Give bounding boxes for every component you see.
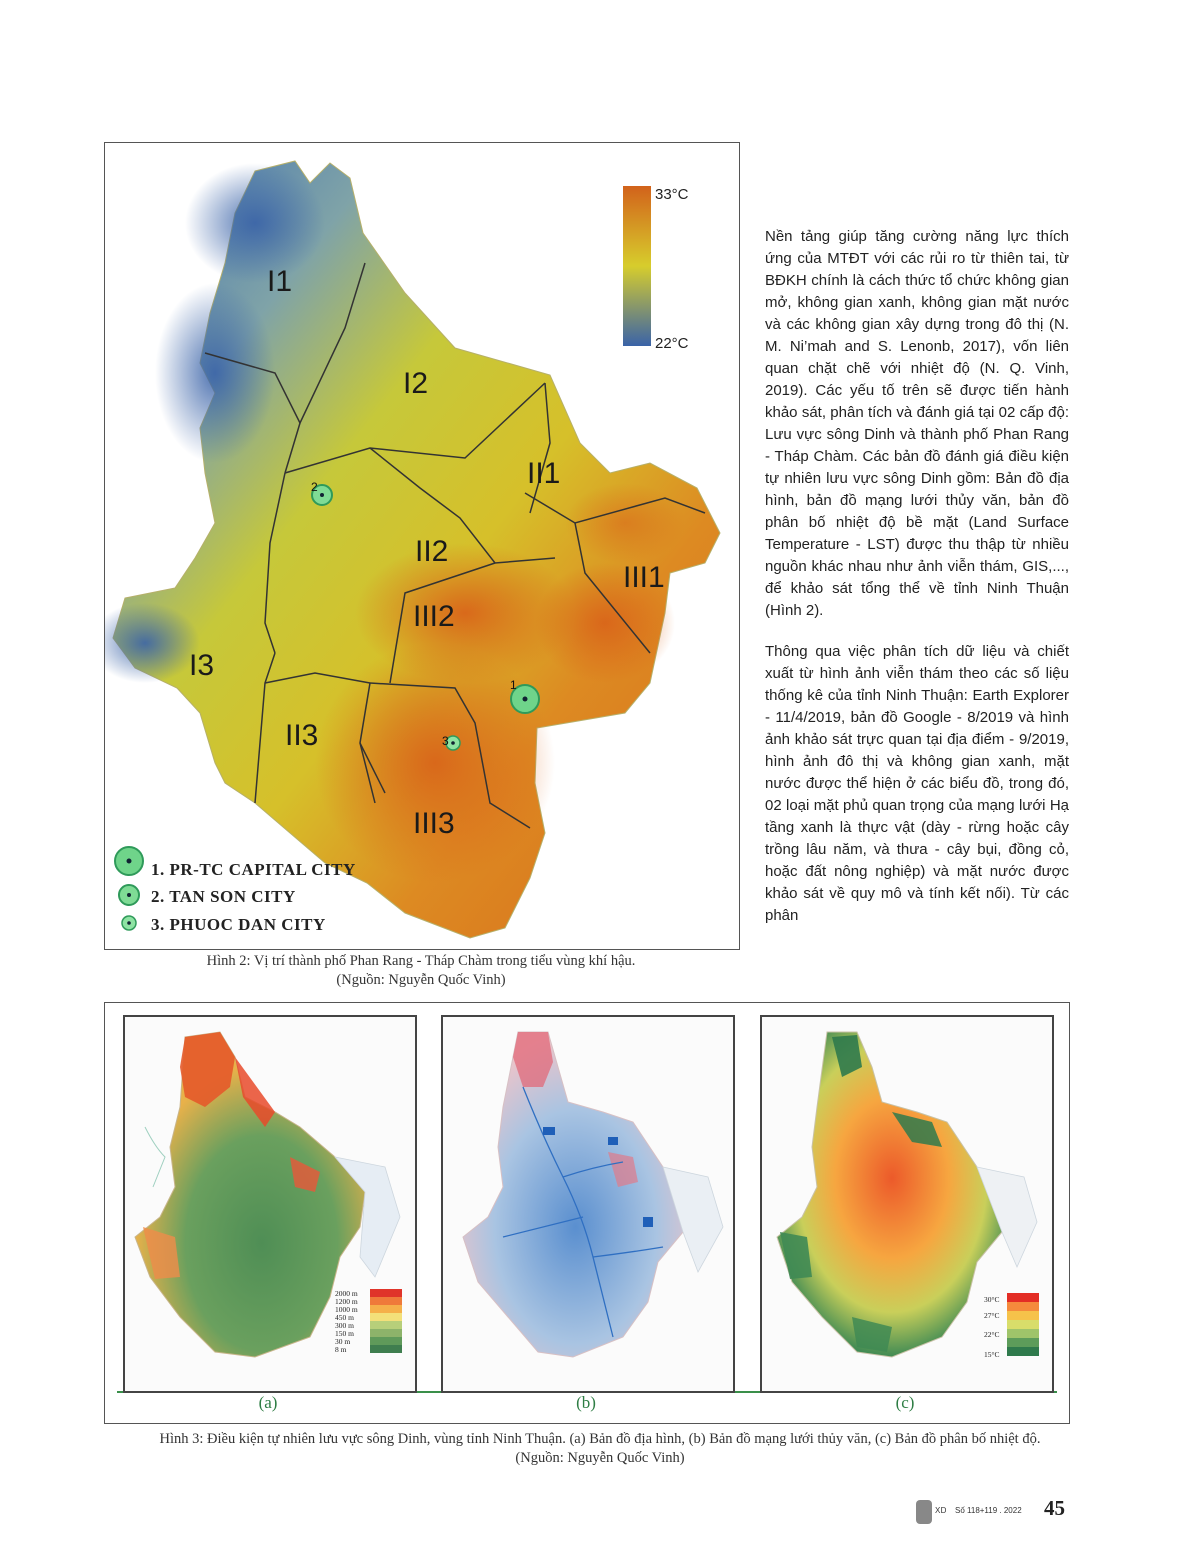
temperature-legend-label-1: 27°C: [984, 1311, 1000, 1320]
page-number: 45: [1044, 1496, 1065, 1520]
city-legend-2: 2. TAN SON CITY: [151, 887, 296, 906]
elevation-legend-label-6: 30 m: [335, 1337, 351, 1346]
figure-3-caption-source: (Nguồn: Nguyễn Quốc Vinh): [515, 1450, 685, 1466]
legend-max: 33°C: [655, 186, 689, 203]
paragraph-2: Thông qua việc phân tích dữ liệu và chiết xuất từ hình ảnh viễn thám theo các số liệu thống kê của tỉnh Ninh Thuận: Earth Explorer - 11/4/2019, bản đồ Google - 8/2019 và hình ảnh khảo sát trực quan tại địa điểm - 9/2019, hình ảnh đô thị và không gian xanh, mặt nước được thể hiện ở các biểu đồ, trong đó, 02 loại mặt phủ quan trọng của mạng lưới Hạ tầng xanh là thực vật (dày - rừng hoặc cây trồng lâu năm, và thưa - cây bụi, đồng cỏ, hoặc đất nông nghiệp) và mặt nước được khảo sát về quy mô và tính kết nối). Từ các phân: [765, 643, 1069, 924]
elevation-swatch-6: [370, 1337, 402, 1345]
footer-logo-text: XD: [935, 1506, 947, 1515]
temperature-legend-label-0: 30°C: [984, 1295, 1000, 1304]
temperature-color-bar: [623, 186, 651, 346]
legend-min: 22°C: [655, 335, 689, 352]
temperature-swatch-4: [1007, 1329, 1039, 1338]
figure-3: [104, 1002, 1070, 1424]
zone-label-II2: II2: [415, 535, 449, 568]
svg-text:2: 2: [311, 480, 318, 494]
temperature-legend-c: [984, 1293, 1039, 1359]
figure-2-map: [104, 142, 740, 950]
panel-elevation-map: [123, 1015, 417, 1393]
magazine-logo-icon: [916, 1500, 932, 1524]
panel-label-b: (b): [576, 1393, 596, 1412]
panel-label-c: (c): [895, 1393, 915, 1412]
temperature-zone-map: [105, 143, 739, 949]
zone-label-II3: II3: [285, 719, 319, 752]
paragraph-1: Nền tảng giúp tăng cường năng lực thích ứng của MTĐT với các rủi ro từ thiên tai, từ BĐKH chính là cách thức tổ chức không gian mở, không gian xanh, không gian mặt nước và các không gian xây dựng trong đô thị (N. M. Ni’mah and S. Lenonb, 2017), vốn liên quan chặt chẽ với nhiệt độ (N. Q. Vinh, 2019). Các yếu tố trên sẽ được tiến hành khảo sát, phân tích và đánh giá tại 02 cấp độ: Lưu vực sông Dinh và thành phố Phan Rang - Tháp Chàm. Các bản đồ đánh giá điều kiện tự nhiên lưu vực sông Dinh gồm: Bản đồ địa hình, bản đồ mạng lưới thủy văn, bản đồ phân bố nhiệt độ bề mặt (Land Surface Temperature - LST) được thu thập từ nhiều nguồn khác nhau như ảnh viễn thám, GIS,..., để khảo sát tổng thể về tỉnh Ninh Thuận (Hình 2).: [765, 228, 1069, 619]
temperature-swatch-0: [1007, 1293, 1039, 1302]
elevation-legend-label-7: 8 m: [335, 1345, 347, 1354]
temperature-legend-label-2: 22°C: [984, 1330, 1000, 1339]
panel-hydrology-map: [441, 1015, 735, 1393]
temperature-legend: [623, 186, 689, 352]
elevation-legend: [335, 1289, 402, 1354]
elevation-legend-label-4: 300 m: [335, 1321, 354, 1330]
zone-label-I1: I1: [267, 265, 293, 298]
city-legend: [115, 847, 356, 934]
zone-label-III3: III3: [413, 807, 455, 840]
city-legend-3: 3. PHUOC DAN CITY: [151, 915, 326, 934]
footer-issue: Số 118+119 . 2022: [955, 1506, 1022, 1515]
svg-text:3: 3: [442, 734, 449, 748]
temperature-swatch-1: [1007, 1302, 1039, 1311]
figure-2-caption-source: (Nguồn: Nguyễn Quốc Vinh): [336, 972, 506, 988]
elevation-swatch-0: [370, 1289, 402, 1297]
panel-label-a: (a): [258, 1393, 278, 1412]
temperature-legend-label-3: 15°C: [984, 1350, 1000, 1359]
zone-label-III1: III1: [623, 561, 665, 594]
elevation-swatch-4: [370, 1321, 402, 1329]
elevation-swatch-2: [370, 1305, 402, 1313]
zone-label-I3: I3: [189, 649, 215, 682]
elevation-swatch-3: [370, 1313, 402, 1321]
figure-2-caption: [104, 952, 738, 990]
temperature-swatch-6: [1007, 1347, 1039, 1356]
svg-text:1: 1: [510, 678, 517, 692]
temperature-swatch-2: [1007, 1311, 1039, 1320]
elevation-legend-label-1: 1200 m: [335, 1297, 358, 1306]
figure-2-caption-title: Hình 2: Vị trí thành phố Phan Rang - Tháp Chàm trong tiểu vùng khí hậu.: [206, 953, 636, 969]
zone-label-II1: II1: [527, 457, 561, 490]
temperature-swatch-3: [1007, 1320, 1039, 1329]
figure-3-caption-title: Hình 3: Điều kiện tự nhiên lưu vực sông Dinh, vùng tỉnh Ninh Thuận. (a) Bản đồ địa hình, (b) Bản đồ mạng lưới thủy văn, (c) Bản đồ phân bố nhiệt độ.: [159, 1431, 1041, 1447]
zone-label-III2: III2: [413, 600, 455, 633]
body-text-column: [765, 226, 1069, 946]
elevation-legend-label-5: 150 m: [335, 1329, 354, 1338]
panel-temperature-map: [760, 1015, 1054, 1393]
figure-3-caption: [60, 1430, 1140, 1468]
city-legend-1: 1. PR-TC CAPITAL CITY: [151, 860, 356, 879]
elevation-swatch-7: [370, 1345, 402, 1353]
zone-label-I2: I2: [403, 367, 429, 400]
elevation-swatch-5: [370, 1329, 402, 1337]
elevation-legend-label-0: 2000 m: [335, 1289, 358, 1298]
temperature-swatch-5: [1007, 1338, 1039, 1347]
elevation-swatch-1: [370, 1297, 402, 1305]
elevation-legend-label-2: 1000 m: [335, 1305, 358, 1314]
elevation-legend-label-3: 450 m: [335, 1313, 354, 1322]
